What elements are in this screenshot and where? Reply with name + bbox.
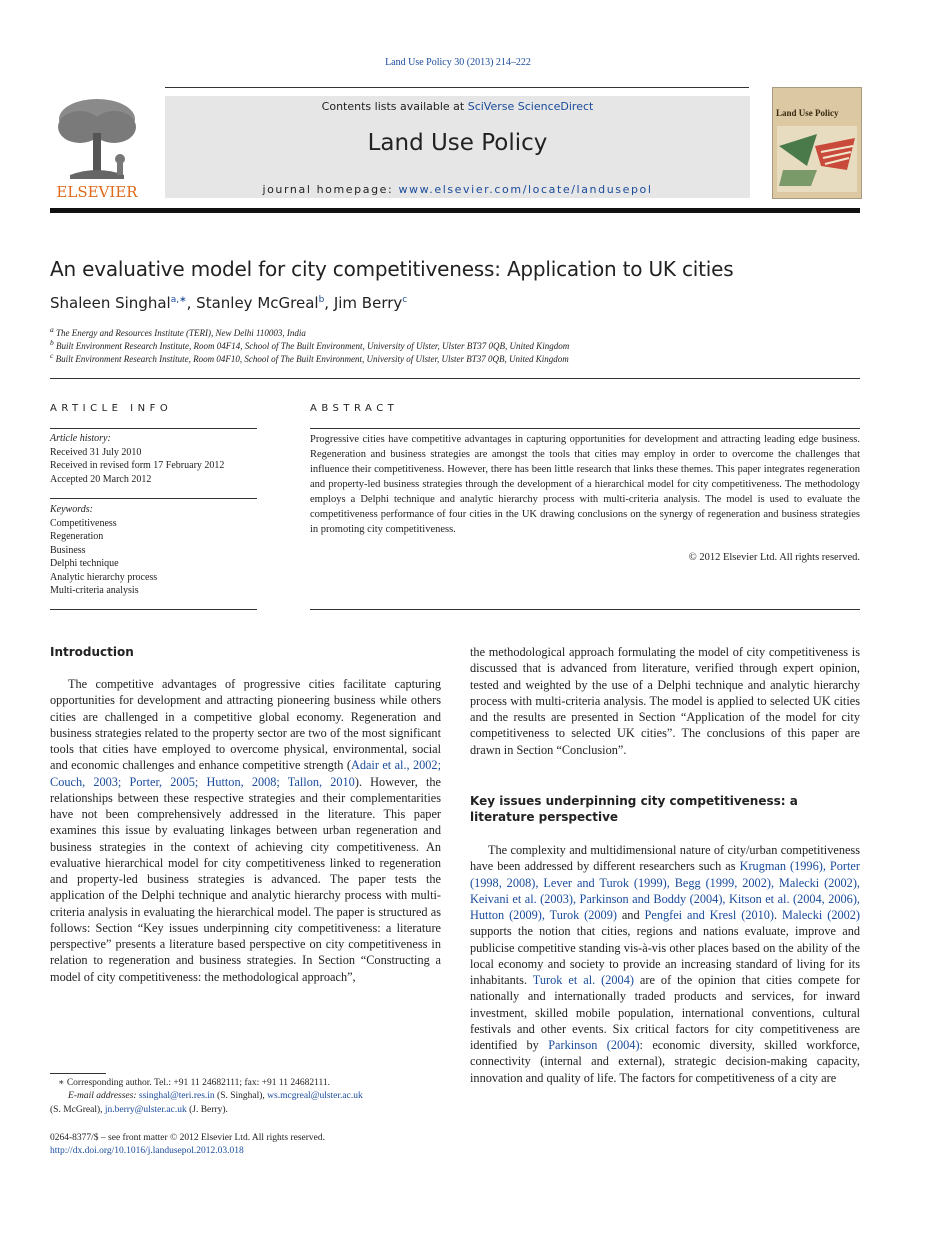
affiliation-rule: [50, 378, 860, 379]
abstract-rule: [310, 428, 860, 429]
article-info-rule: [50, 428, 257, 429]
article-history: [50, 432, 260, 486]
journal-citation[interactable]: Land Use Policy 30 (2013) 214–222: [385, 57, 531, 68]
citation-link[interactable]: Krugman (1996), Porter (1998, 2008), Lever and Turok (1999), Begg (1999, 2002), Malecki (2002), Keivani et al. (2003), Parkinson and Boddy (2004), Kitson et al. (2004, 2006), Hutton (2009), Turok (2009): [470, 859, 860, 922]
author-name: Shaleen Singhal: [50, 294, 171, 312]
header-rule: [165, 87, 749, 88]
affiliation-mark: b: [50, 338, 54, 347]
header-thick-rule: [50, 208, 860, 213]
corresponding-author-note: ∗ Corresponding author. Tel.: +91 11 24682111; fax: +91 11 24682111.: [58, 1078, 331, 1088]
article-title: An evaluative model for city competitiveness: Application to UK cities: [50, 257, 734, 281]
homepage-prefix: journal homepage:: [262, 183, 399, 196]
citation-link[interactable]: Turok et al. (2004): [532, 973, 634, 987]
intro-text: The competitive advantages of progressive cities facilitate capturing opportunities for development and attracting pioneering business while others cities are challenged in a competitive global economy. Regeneration and business strategies related to the property sector are two of the most significant tools that cities have employed to overcome physical, environmental, social and economic challenges and enhance competitive strength (: [50, 677, 441, 773]
introduction-heading: Introduction: [50, 645, 134, 659]
affiliation: [50, 325, 306, 338]
affiliation-text: The Energy and Resources Institute (TERI), New Delhi 110003, India: [56, 328, 306, 338]
email-line-2: [50, 1104, 450, 1118]
email-link[interactable]: ws.mcgreal@ulster.ac.uk: [267, 1091, 363, 1101]
citation-link[interactable]: Malecki (2002): [782, 908, 861, 922]
methodology-text: the methodological approach formulating the model of city competitiveness is discussed that is advanced from literature, verified through expert opinion, tested and weighted by the use of a Delphi technique and analytic hierarchy process with multi-criteria analysis. The model is applied to selected UK cities and the results are presented in Section “Application of the model for city competitiveness to selected UK cities”. The conclusions of this paper are drawn in Section “Conclusion”.: [470, 645, 860, 757]
homepage-line: [165, 183, 750, 196]
history-item: Received in revised form 17 February 2012: [50, 460, 225, 471]
article-info-heading: ARTICLE INFO: [50, 403, 173, 414]
intro-text: ). However, the relationships between these respective strategies and their complementarities have not been comprehensively addressed in the literature. This paper examines this issue by evaluating linkages between urban regeneration and business strategies in the context of achieving city competitiveness. An evaluative hierarchical model for city competitiveness linked to regeneration and property-led business strategies is advanced. The paper tests the application of the Delphi technique and analytic hierarchy process with multi-criteria analysis in evaluating the hierarchical model. The paper is structured as follows: Section “Key issues underpinning city competitiveness: a literature perspective” presents a literature based perspective on city competitiveness in relation to regeneration and business strategies. In Section “Constructing a model of city competitiveness: the methodological approach”,: [50, 774, 441, 984]
sciencedirect-link[interactable]: SciVerse ScienceDirect: [467, 100, 594, 113]
keyword: Competitiveness: [50, 517, 117, 529]
key-text: .: [774, 908, 783, 922]
cover-title: Land Use Policy: [776, 108, 839, 118]
publisher-logo-text: ELSEVIER: [56, 183, 138, 201]
history-item: Received 31 July 2010: [50, 446, 142, 458]
keywords-label: Keywords:: [50, 504, 93, 515]
author-name: Stanley McGreal: [196, 294, 319, 312]
contents-line: [165, 100, 750, 113]
abstract-copyright: © 2012 Elsevier Ltd. All rights reserved.: [688, 552, 860, 563]
doi-link[interactable]: http://dx.doi.org/10.1016/j.landusepol.2012.03.018: [50, 1146, 244, 1156]
keyword: Business: [50, 544, 86, 556]
email-link[interactable]: jn.berry@ulster.ac.uk: [104, 1105, 187, 1115]
author-affiliation-mark[interactable]: c: [402, 295, 408, 305]
homepage-link[interactable]: www.elsevier.com/locate/landusepol: [398, 183, 653, 196]
key-text: and: [616, 908, 645, 922]
journal-title: Land Use Policy: [367, 130, 548, 156]
affiliation-text: Built Environment Research Institute, Room 04F10, School of The Built Environment, University of Ulster, Ulster BT37 0QB, United Kingdom: [55, 354, 569, 364]
abstract-text: Progressive cities have competitive advantages in capturing opportunities for development and attracting leading edge business. Regeneration and business strategies are amongst the tools that cities may employ in order to overcome the challenges that influence their competitiveness. However, there has been little research that links these themes. This paper integrates regeneration and property-led business strategies through the development of a hierarchical model for city competitiveness. The methodology employs a Delphi technique and analytic hierarchy process with multi-criteria analysis. The model is used to evaluate the competitiveness performance of four cities in the UK drawing conclusions on the synergy of regeneration and business strategies in promoting city competitiveness.: [310, 434, 860, 535]
citation-link[interactable]: Adair et al., 2002; Couch, 2003; Porter, 2005; Hutton, 2008; Tallon, 2010: [50, 758, 441, 789]
keyword: Regeneration: [50, 531, 104, 542]
keyword: Analytic hierarchy process: [50, 571, 158, 583]
key-text: are of the opinion that cities compete for nationally and internationally traded products and services, for inward investment, skilled mobile population, international conventions, cultural festivals and other events. Six critical factors for city competitiveness are identified by: [470, 973, 860, 1052]
author-list: Shaleen Singhal$^{a,∗}$, Stanley McGreal$^b$, Jim Berry$^c$: [50, 294, 408, 312]
email-line: [50, 1090, 468, 1104]
journal-cover-image: [772, 87, 862, 199]
affiliation-mark: a: [50, 325, 54, 334]
keyword: Multi-criteria analysis: [50, 585, 139, 596]
key-text: : economic diversity, skilled workforce, connectivity (internal and external), strategic decision-making capacity, innovation and quality of life. The factors for competitiveness of a city are: [470, 1038, 860, 1085]
abstract-heading: ABSTRACT: [310, 403, 399, 414]
email-label: E-mail addresses:: [68, 1091, 137, 1101]
author-affiliation-mark[interactable]: b: [318, 295, 325, 305]
key-issues-paragraph: [470, 842, 860, 1086]
article-info-bottom-rule: [50, 609, 257, 610]
citation-link[interactable]: Parkinson (2004): [548, 1038, 640, 1052]
keyword: Delphi technique: [50, 558, 119, 569]
author-affiliation-mark[interactable]: a,∗: [170, 295, 187, 305]
introduction-paragraph: [50, 676, 441, 985]
elsevier-logo: [50, 97, 144, 201]
key-text: supports the notion that cities, regions and nations evaluate, improve and publicise competitive standing vis-à-vis other places based on the ability of the local economy and society to provide an increasing standard of living for its inhabitants.: [470, 924, 860, 987]
email-link[interactable]: ssinghal@teri.res.in: [138, 1091, 215, 1101]
abstract-bottom-rule: [310, 609, 860, 610]
keywords-block: [50, 503, 260, 598]
history-item: Accepted 20 March 2012: [50, 473, 152, 485]
cover-illustration: [777, 126, 857, 192]
email-owner: (S. McGreal),: [50, 1105, 105, 1115]
email-owner: (S. Singhal),: [214, 1091, 268, 1101]
affiliation-text: Built Environment Research Institute, Room 04F14, School of The Built Environment, University of Ulster, Ulster BT37 0QB, United Kingdom: [56, 341, 570, 351]
affiliation: [50, 338, 569, 351]
issn-line: 0264-8377/$ – see front matter © 2012 Elsevier Ltd. All rights reserved.: [50, 1133, 326, 1143]
key-text: The complexity and multidimensional nature of city/urban competitiveness have been addressed by different researchers such as: [470, 843, 860, 874]
history-label: Article history:: [50, 433, 111, 444]
footnote-rule: [50, 1073, 106, 1074]
keywords-rule: [50, 498, 257, 499]
email-owner: (J. Berry).: [186, 1105, 228, 1115]
methodology-paragraph: [470, 644, 860, 758]
citation-link[interactable]: Pengfei and Kresl (2010): [644, 908, 775, 922]
contents-prefix: Contents lists available at: [321, 100, 468, 113]
key-issues-heading: Key issues underpinning city competitiveness: a literature perspective: [470, 794, 798, 824]
affiliation: [50, 351, 569, 364]
author-name: Jim Berry: [333, 294, 403, 312]
journal-header-box: [165, 96, 750, 198]
affiliation-mark: c: [50, 351, 54, 360]
